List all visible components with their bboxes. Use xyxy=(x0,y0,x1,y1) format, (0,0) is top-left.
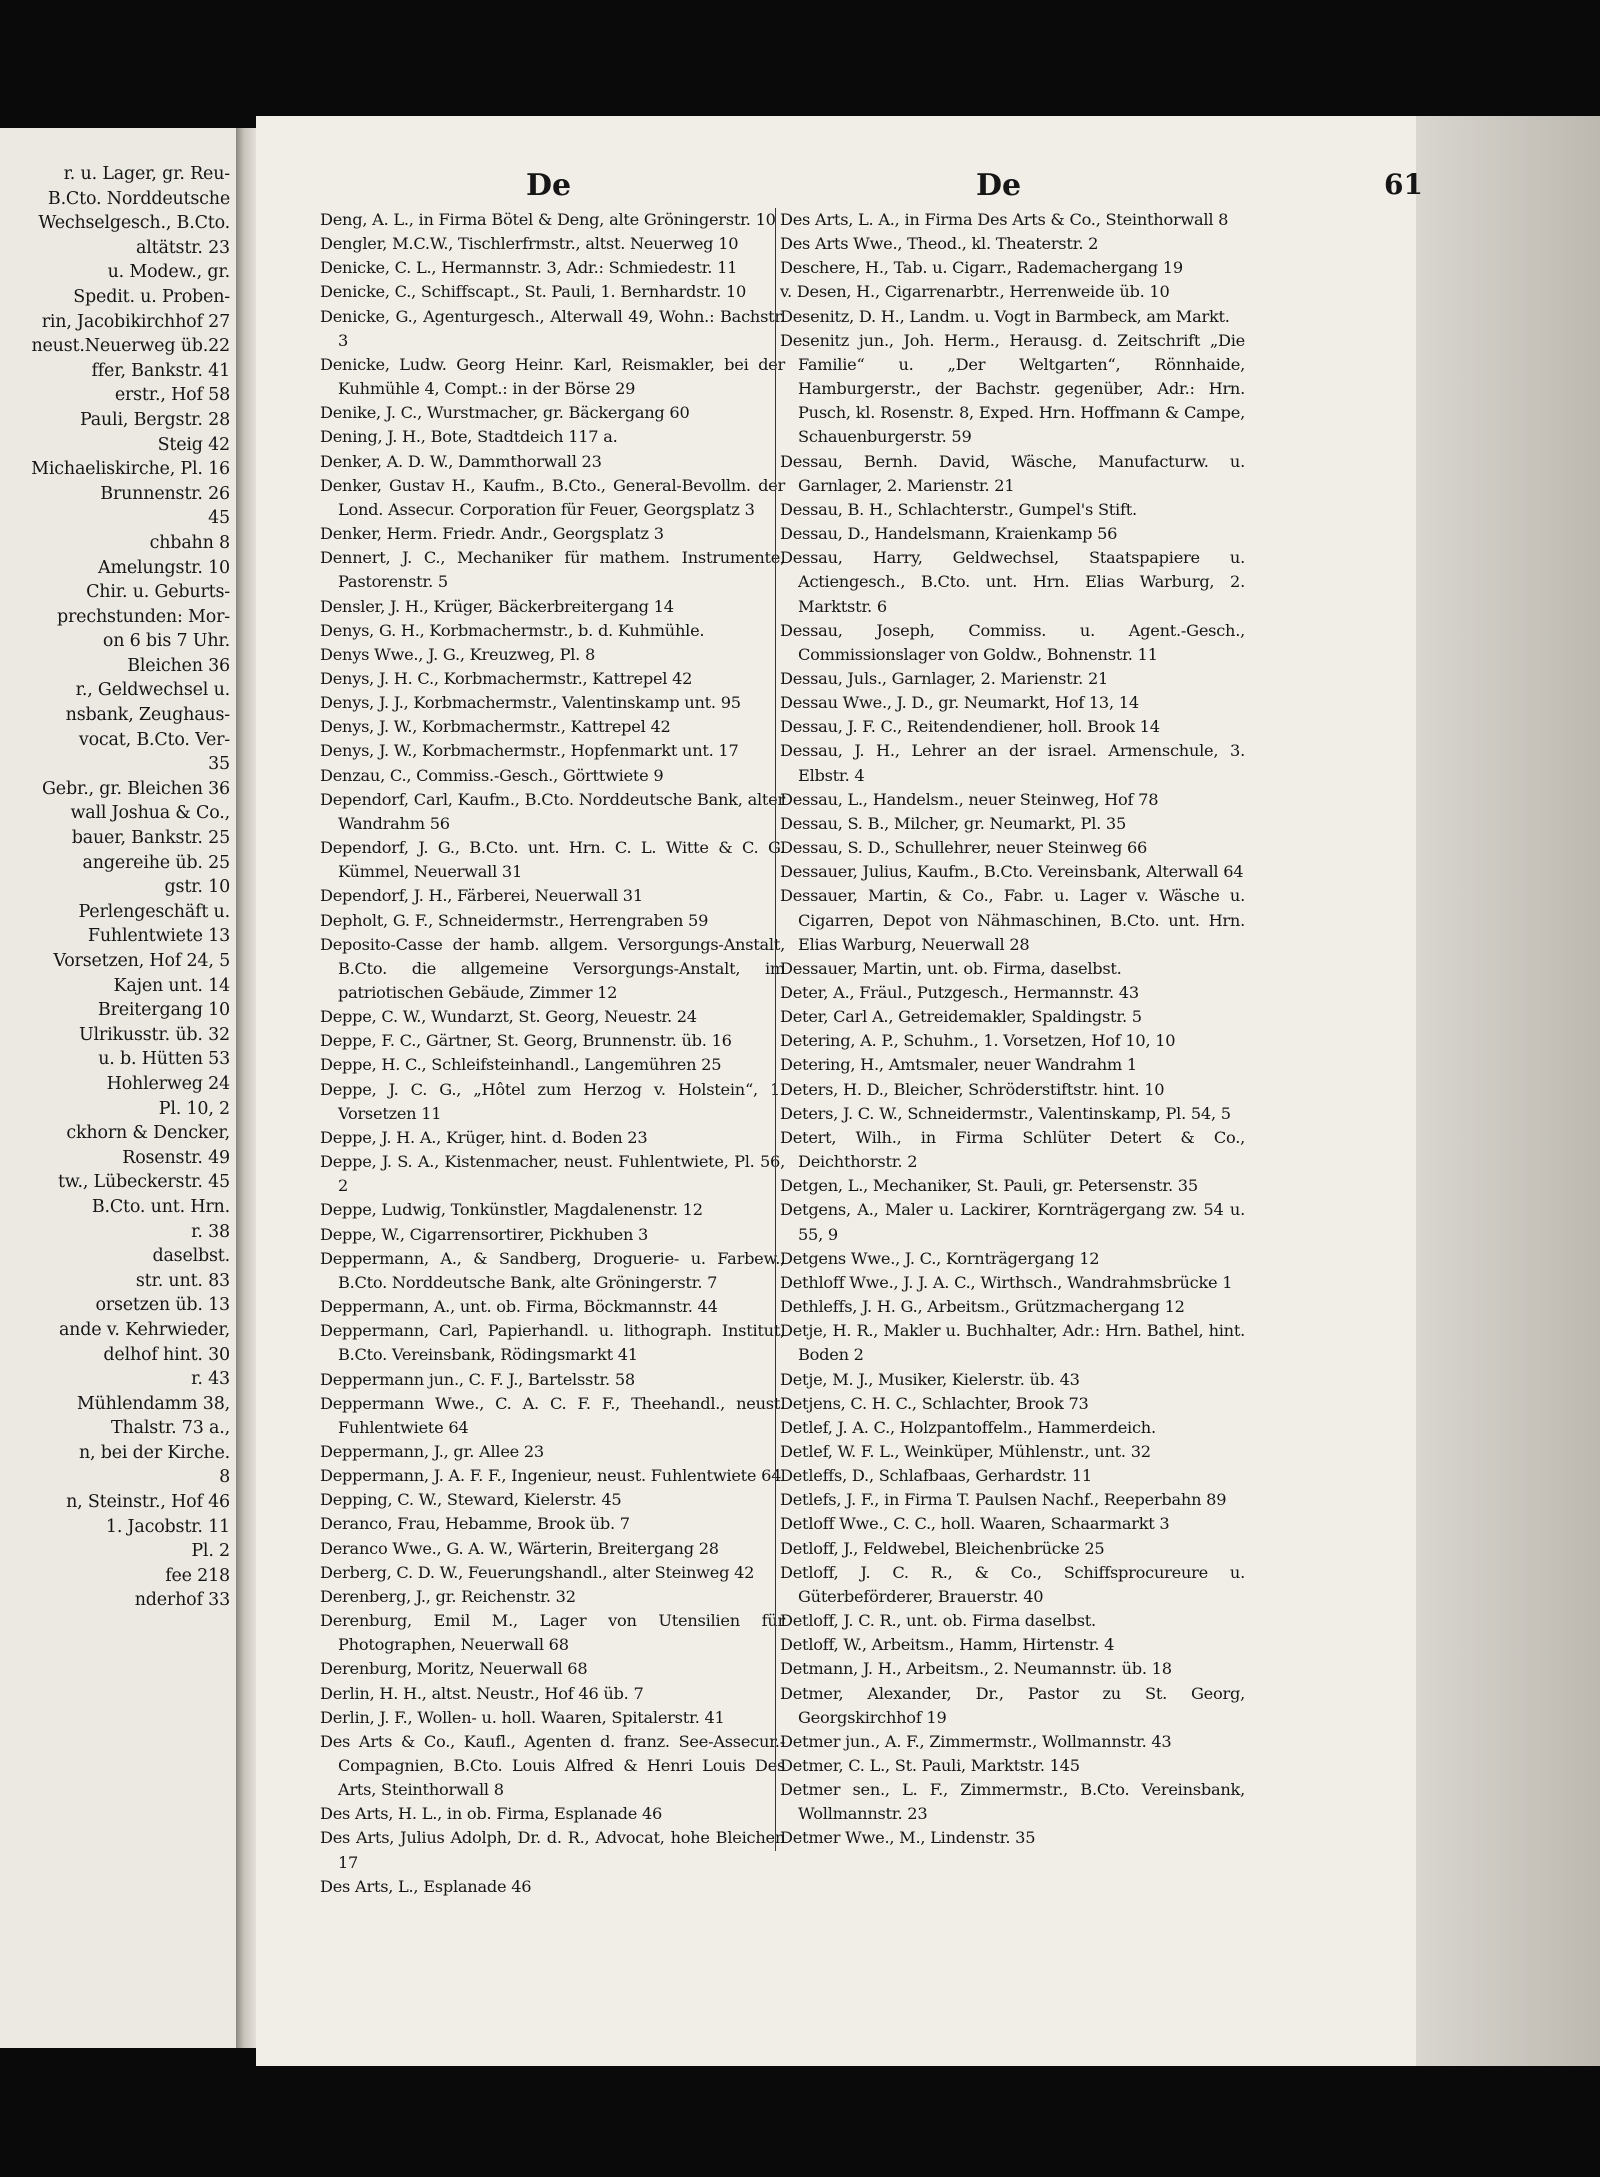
directory-entry: Des Arts & Co., Kaufl., Agenten d. franz. See-Assecur.-Compagnien, B.Cto. Louis Alfred & Henri Louis Des Arts, Steinthorwall 8 xyxy=(320,1731,785,1800)
left-page-line: nsbank, Zeughaus- xyxy=(65,705,230,726)
left-page-line: Fuhlentwiete 13 xyxy=(87,926,230,947)
directory-entry: Detloff, J., Feldwebel, Bleichenbrücke 25 xyxy=(780,1538,1105,1558)
directory-entry: Desenitz jun., Joh. Herm., Herausg. d. Zeitschrift „Die Familie“ u. „Der Weltgarten“, Rönnhaide, Hamburgerstr., der Bachstr. gegenüber, Adr.: Hrn. Pusch, kl. Rosenstr. 8, Exped. Hrn. Hoffmann & Campe, Schauenburgerstr. 59 xyxy=(780,330,1245,447)
left-page-line: Hohlerweg 24 xyxy=(106,1073,230,1094)
left-page-line: delhof hint. 30 xyxy=(103,1344,230,1365)
directory-entry: Dessau, J. H., Lehrer an der israel. Armenschule, 3. Elbstr. 4 xyxy=(780,741,1245,785)
left-page-line: n, Steinstr., Hof 46 xyxy=(66,1492,230,1513)
directory-entry: Dessauer, Julius, Kaufm., B.Cto. Vereinsbank, Alterwall 64 xyxy=(780,862,1244,882)
directory-entry: Des Arts Wwe., Theod., kl. Theaterstr. 2 xyxy=(780,234,1099,254)
directory-entry: Detjens, C. H. C., Schlachter, Brook 73 xyxy=(780,1393,1089,1413)
directory-entry: Dennert, J. C., Mechaniker für mathem. Instrumente, Pastorenstr. 5 xyxy=(320,548,785,592)
left-page-line: Gebr., gr. Bleichen 36 xyxy=(42,778,230,799)
left-page-fragment xyxy=(0,128,236,2048)
left-page-line: B.Cto. unt. Hrn. xyxy=(91,1196,230,1217)
directory-entry: Dethleffs, J. H. G., Arbeitsm., Grützmachergang 12 xyxy=(780,1297,1185,1317)
left-page-line: r. 38 xyxy=(191,1221,230,1242)
running-head-right: De xyxy=(976,168,1022,203)
directory-entry: Dessau, Bernh. David, Wäsche, Manufacturw. u. Garnlager, 2. Marienstr. 21 xyxy=(780,451,1245,495)
left-page-line: Amelungstr. 10 xyxy=(98,557,230,578)
left-page-line: Brunnenstr. 26 xyxy=(100,483,230,504)
page-number: 61 xyxy=(1384,168,1423,201)
directory-entry: Deppe, C. W., Wundarzt, St. Georg, Neuestr. 24 xyxy=(320,1007,697,1027)
directory-entry: Detgens, A., Maler u. Lackirer, Kornträgergang zw. 54 u. 55, 9 xyxy=(780,1200,1245,1244)
left-page-line: n, bei der Kirche. xyxy=(78,1442,230,1463)
directory-entry: Deposito-Casse der hamb. allgem. Versorgungs-Anstalt, B.Cto. die allgemeine Versorgungs-Anstalt, im patriotischen Gebäude, Zimmer 12 xyxy=(320,934,785,1002)
directory-entry: Desenitz, D. H., Landm. u. Vogt in Barmbeck, am Markt. xyxy=(780,306,1230,326)
left-page-line: daselbst. xyxy=(152,1246,230,1267)
left-page-line: Ulrikusstr. üb. 32 xyxy=(78,1024,230,1045)
directory-entry: Deppermann Wwe., C. A. C. F. F., Theehandl., neust. Fuhlentwiete 64 xyxy=(320,1393,785,1437)
directory-entry: Depholt, G. F., Schneidermstr., Herrengraben 59 xyxy=(320,910,709,930)
directory-entry: Detgens Wwe., J. C., Kornträgergang 12 xyxy=(780,1248,1100,1268)
directory-entry: Denicke, Ludw. Georg Heinr. Karl, Reismakler, bei der Kuhmühle 4, Compt.: in der Börse 29 xyxy=(320,354,785,399)
directory-entry: Depping, C. W., Steward, Kielerstr. 45 xyxy=(320,1490,622,1510)
left-page-line: fee 218 xyxy=(165,1565,230,1586)
directory-entry: Dessau, B. H., Schlachterstr., Gumpel's Stift. xyxy=(780,499,1137,519)
directory-entry: Deter, A., Fräul., Putzgesch., Hermannstr. 43 xyxy=(780,983,1139,1002)
directory-entry: Detleffs, D., Schlafbaas, Gerhardstr. 11 xyxy=(780,1466,1092,1486)
directory-entry: Denicke, C. L., Hermannstr. 3, Adr.: Schmiedestr. 11 xyxy=(320,258,738,278)
left-page-line: vocat, B.Cto. Ver- xyxy=(78,729,230,750)
directory-entry: Dethloff Wwe., J. J. A. C., Wirthsch., Wandrahmsbrücke 1 xyxy=(780,1272,1233,1292)
directory-entry: Densler, J. H., Krüger, Bäckerbreitergang 14 xyxy=(320,596,674,616)
directory-entry: Deppermann, J., gr. Allee 23 xyxy=(320,1441,544,1461)
left-page-line: Bleichen 36 xyxy=(127,655,230,676)
left-page-line: B.Cto. Norddeutsche xyxy=(47,188,230,209)
left-page-line: Mühlendamm 38, xyxy=(76,1393,230,1414)
page-header xyxy=(256,168,1423,212)
directory-entry: Des Arts, Julius Adolph, Dr. d. R., Advocat, hohe Bleichen 17 xyxy=(320,1828,785,1872)
directory-entry: Deppe, J. S. A., Kistenmacher, neust. Fuhlentwiete, Pl. 56, 2 xyxy=(320,1152,785,1196)
left-page-line: 1. Jacobstr. 11 xyxy=(105,1516,230,1537)
left-page-line: Thalstr. 73 a., xyxy=(111,1418,230,1439)
directory-entry: Detlefs, J. F., in Firma T. Paulsen Nachf., Reeperbahn 89 xyxy=(780,1490,1227,1510)
directory-entry: Dessau, D., Handelsmann, Kraienkamp 56 xyxy=(780,524,1118,544)
directory-entry: Denike, J. C., Wurstmacher, gr. Bäckergang 60 xyxy=(320,403,690,423)
directory-entry: Detje, H. R., Makler u. Buchhalter, Adr.: Hrn. Bathel, hint. Boden 2 xyxy=(780,1321,1245,1365)
directory-entry: Detering, H., Amtsmaler, neuer Wandrahm 1 xyxy=(780,1055,1137,1075)
directory-entry: Deters, J. C. W., Schneidermstr., Valentinskamp, Pl. 54, 5 xyxy=(780,1103,1231,1123)
left-page-line: Perlengeschäft u. xyxy=(78,901,230,922)
left-page-line: ande v. Kehrwieder, xyxy=(58,1319,230,1340)
left-page-line: wall Joshua & Co., xyxy=(70,803,230,824)
directory-entry: Denys, J. W., Korbmachermstr., Hopfenmarkt unt. 17 xyxy=(320,741,739,761)
directory-entry: Dependorf, J. H., Färberei, Neuerwall 31 xyxy=(320,886,643,906)
directory-entry: Dessau, L., Handelsm., neuer Steinweg, Hof 78 xyxy=(780,789,1159,809)
directory-entry: Denker, Gustav H., Kaufm., B.Cto., General-Bevollm. der Lond. Assecur. Corporation für Feuer, Georgsplatz 3 xyxy=(320,475,785,519)
left-page-line: Rosenstr. 49 xyxy=(122,1147,230,1168)
directory-entry: Deppe, H. C., Schleifsteinhandl., Langemühren 25 xyxy=(320,1055,722,1075)
directory-entry: Detloff, J. C. R., & Co., Schiffsprocureure u. Güterbeförderer, Brauerstr. 40 xyxy=(780,1562,1245,1606)
left-page-line: gstr. 10 xyxy=(164,877,230,898)
directory-entry: Dessau Wwe., J. D., gr. Neumarkt, Hof 13, 14 xyxy=(780,693,1139,713)
directory-entry: Detloff Wwe., C. C., holl. Waaren, Schaarmarkt 3 xyxy=(780,1514,1170,1534)
left-page-line: tw., Lübeckerstr. 45 xyxy=(57,1172,230,1193)
directory-entry: Detert, Wilh., in Firma Schlüter Detert & Co., Deichthorstr. 2 xyxy=(780,1127,1245,1172)
next-page-edge xyxy=(1416,116,1600,2066)
directory-entry: Derberg, C. D. W., Feuerungshandl., alter Steinweg 42 xyxy=(320,1562,755,1582)
directory-entry: Derenburg, Moritz, Neuerwall 68 xyxy=(320,1659,588,1679)
directory-entry: Denzau, C., Commiss.-Gesch., Görttwiete 9 xyxy=(320,765,664,785)
directory-entry: Dessau, J. F. C., Reitendendiener, holl. Brook 14 xyxy=(780,717,1160,737)
left-page-line: chbahn 8 xyxy=(149,532,230,553)
directory-entry: Derlin, H. H., altst. Neustr., Hof 46 üb. 7 xyxy=(320,1683,644,1703)
directory-entry: Deppermann, A., unt. ob. Firma, Böckmannstr. 44 xyxy=(320,1297,718,1317)
directory-entry: Detloff, W., Arbeitsm., Hamm, Hirtenstr. 4 xyxy=(780,1635,1115,1655)
directory-column-1 xyxy=(320,208,785,1899)
left-page-line: on 6 bis 7 Uhr. xyxy=(102,631,230,652)
book-gutter xyxy=(236,128,256,2048)
directory-entry: Dengler, M.C.W., Tischlerfrmstr., altst. Neuerweg 10 xyxy=(320,234,739,254)
directory-entry: Denker, Herm. Friedr. Andr., Georgsplatz 3 xyxy=(320,524,664,544)
directory-entry: Dessau, S. B., Milcher, gr. Neumarkt, Pl. 35 xyxy=(780,813,1127,833)
left-page-line: 35 xyxy=(208,754,230,775)
directory-entry: Detmann, J. H., Arbeitsm., 2. Neumannstr. üb. 18 xyxy=(780,1659,1172,1679)
left-page-line: erstr., Hof 58 xyxy=(114,385,230,406)
left-page-line: Chir. u. Geburts- xyxy=(86,582,230,603)
left-page-line: Michaeliskirche, Pl. 16 xyxy=(31,459,230,480)
directory-entry: Denys, J. H. C., Korbmachermstr., Kattrepel 42 xyxy=(320,668,693,688)
left-page-line: r., Geldwechsel u. xyxy=(75,680,230,701)
directory-entry: Detloff, J. C. R., unt. ob. Firma daselbst. xyxy=(780,1611,1096,1631)
directory-entry: Dessauer, Martin, unt. ob. Firma, daselbst. xyxy=(780,958,1122,978)
directory-entry: Detlef, J. A. C., Holzpantoffelm., Hammerdeich. xyxy=(780,1417,1156,1437)
left-page-lines xyxy=(0,162,230,1613)
directory-entry: Detmer jun., A. F., Zimmermstr., Wollmannstr. 43 xyxy=(780,1731,1172,1751)
directory-entry: Deranco Wwe., G. A. W., Wärterin, Breitergang 28 xyxy=(320,1538,719,1558)
left-page-line: Vorsetzen, Hof 24, 5 xyxy=(53,951,230,971)
directory-entry: Deppermann jun., C. F. J., Bartelsstr. 58 xyxy=(320,1369,635,1389)
directory-entry: Deter, Carl A., Getreidemakler, Spaldingstr. 5 xyxy=(780,1007,1142,1027)
left-page-line: nderhof 33 xyxy=(134,1590,230,1611)
left-page-line: Spedit. u. Proben- xyxy=(73,286,230,307)
directory-entry: Dessau, Juls., Garnlager, 2. Marienstr. 21 xyxy=(780,668,1109,688)
directory-entry: Deppermann, J. A. F. F., Ingenieur, neust. Fuhlentwiete 64 xyxy=(320,1466,782,1486)
left-page-line: Pl. 2 xyxy=(191,1541,230,1562)
directory-entry: Dependorf, Carl, Kaufm., B.Cto. Norddeutsche Bank, alter Wandrahm 56 xyxy=(320,789,785,833)
directory-entry: Denys, J. W., Korbmachermstr., Kattrepel 42 xyxy=(320,717,671,737)
directory-entry: Detering, A. P., Schuhm., 1. Vorsetzen, Hof 10, 10 xyxy=(780,1031,1176,1051)
directory-entry: Denker, A. D. W., Dammthorwall 23 xyxy=(320,451,602,471)
left-page-line: Kajen unt. 14 xyxy=(113,975,230,996)
left-page-line: rin, Jacobikirchhof 27 xyxy=(41,311,230,332)
left-page-line: orsetzen üb. 13 xyxy=(95,1295,230,1316)
directory-entry: Detmer sen., L. F., Zimmermstr., B.Cto. Vereinsbank, Wollmannstr. 23 xyxy=(780,1780,1245,1824)
directory-entry: Deppermann, Carl, Papierhandl. u. lithograph. Institut, B.Cto. Vereinsbank, Rödingsmarkt 41 xyxy=(320,1321,785,1365)
directory-entry: Detgen, L., Mechaniker, St. Pauli, gr. Petersenstr. 35 xyxy=(780,1176,1198,1196)
left-page-line: 45 xyxy=(208,508,230,529)
directory-entry: Des Arts, L., Esplanade 46 xyxy=(320,1876,532,1896)
directory-entry: Detmer, Alexander, Dr., Pastor zu St. Georg, Georgskirchhof 19 xyxy=(780,1683,1245,1727)
left-page-line: Pauli, Bergstr. 28 xyxy=(79,409,230,430)
directory-entry: v. Desen, H., Cigarrenarbtr., Herrenweide üb. 10 xyxy=(780,282,1170,302)
left-page-line: ffer, Bankstr. 41 xyxy=(91,360,230,381)
directory-entry: Deppe, F. C., Gärtner, St. Georg, Brunnenstr. üb. 16 xyxy=(320,1031,732,1051)
left-page-line: Pl. 10, 2 xyxy=(158,1098,230,1119)
directory-entry: Denicke, G., Agenturgesch., Alterwall 49, Wohn.: Bachstr. 3 xyxy=(320,306,785,350)
directory-entry: Denys, G. H., Korbmachermstr., b. d. Kuhmühle. xyxy=(320,620,705,640)
directory-entry: Detlef, W. F. L., Weinküper, Mühlenstr., unt. 32 xyxy=(780,1441,1151,1461)
directory-entry: Deters, H. D., Bleicher, Schröderstiftstr. hint. 10 xyxy=(780,1079,1165,1099)
directory-entry: Detmer, C. L., St. Pauli, Marktstr. 145 xyxy=(780,1756,1080,1775)
left-page-line: u. Modew., gr. xyxy=(107,262,230,283)
directory-entry: Detje, M. J., Musiker, Kielerstr. üb. 43 xyxy=(780,1369,1080,1389)
directory-entry: Denys, J. J., Korbmachermstr., Valentinskamp unt. 95 xyxy=(320,693,741,713)
directory-entry: Deng, A. L., in Firma Bötel & Deng, alte Gröningerstr. 10 xyxy=(320,210,776,229)
directory-entry: Des Arts, L. A., in Firma Des Arts & Co., Steinthorwall 8 xyxy=(780,210,1229,229)
left-page-line: altätstr. 23 xyxy=(136,237,230,258)
directory-entry: Dependorf, J. G., B.Cto. unt. Hrn. C. L. Witte & C. G. Kümmel, Neuerwall 31 xyxy=(320,838,785,882)
running-head-left: De xyxy=(526,168,572,203)
directory-entry: Dening, J. H., Bote, Stadtdeich 117 a. xyxy=(320,427,618,447)
directory-entry: Deppe, W., Cigarrensortirer, Pickhuben 3 xyxy=(320,1224,649,1244)
directory-entry: Dessau, S. D., Schullehrer, neuer Steinweg 66 xyxy=(780,838,1148,858)
directory-entry: Dessau, Harry, Geldwechsel, Staatspapiere u. Actiengesch., B.Cto. unt. Hrn. Elias Warburg, 2. Marktstr. 6 xyxy=(780,548,1245,616)
directory-entry: Deppe, Ludwig, Tonkünstler, Magdalenenstr. 12 xyxy=(320,1200,703,1220)
directory-entry: Derenburg, Emil M., Lager von Utensilien für Photographen, Neuerwall 68 xyxy=(320,1611,785,1655)
directory-entry: Denicke, C., Schiffscapt., St. Pauli, 1. Bernhardstr. 10 xyxy=(320,282,747,302)
directory-entry: Deppe, J. C. G., „Hôtel zum Herzog v. Holstein“, 1. Vorsetzen 11 xyxy=(320,1079,785,1123)
left-page-line: u. b. Hütten 53 xyxy=(98,1049,230,1070)
left-page-line: bauer, Bankstr. 25 xyxy=(71,828,230,849)
left-page-line: r. 43 xyxy=(191,1369,230,1390)
directory-entry: Dessau, Joseph, Commiss. u. Agent.-Gesch., Commissionslager von Goldw., Bohnenstr. 11 xyxy=(780,620,1245,664)
directory-entry: Deranco, Frau, Hebamme, Brook üb. 7 xyxy=(320,1514,630,1534)
directory-entry: Deppe, J. H. A., Krüger, hint. d. Boden 23 xyxy=(320,1127,648,1147)
left-page-line: Steig 42 xyxy=(157,434,230,455)
left-page-line: str. unt. 83 xyxy=(135,1270,230,1291)
left-page-line: 8 xyxy=(219,1467,230,1488)
directory-entry: Des Arts, H. L., in ob. Firma, Esplanade 46 xyxy=(320,1804,663,1824)
left-page-line: neust.Neuerweg üb.22 xyxy=(31,336,230,357)
directory-column-2 xyxy=(775,208,1245,1851)
directory-entry: Detmer Wwe., M., Lindenstr. 35 xyxy=(780,1828,1036,1848)
left-page-line: Breitergang 10 xyxy=(97,1000,230,1021)
left-page-line: r. u. Lager, gr. Reu- xyxy=(63,164,230,184)
directory-entry: Derlin, J. F., Wollen- u. holl. Waaren, Spitalerstr. 41 xyxy=(320,1707,725,1727)
directory-entry: Deschere, H., Tab. u. Cigarr., Rademachergang 19 xyxy=(780,258,1183,278)
directory-entry: Denys Wwe., J. G., Kreuzweg, Pl. 8 xyxy=(320,644,596,664)
left-page-line: Wechselgesch., B.Cto. xyxy=(38,213,230,234)
directory-entry: Derenberg, J., gr. Reichenstr. 32 xyxy=(320,1586,576,1606)
left-page-line: ckhorn & Dencker, xyxy=(66,1123,230,1144)
left-page-line: prechstunden: Mor- xyxy=(57,606,230,627)
directory-entry: Dessauer, Martin, & Co., Fabr. u. Lager v. Wäsche u. Cigarren, Depot von Nähmaschinen, B.Cto. unt. Hrn. Elias Warburg, Neuerwall 28 xyxy=(780,886,1245,954)
directory-entry: Deppermann, A., & Sandberg, Droguerie- u. Farbew., B.Cto. Norddeutsche Bank, alte Gröningerstr. 7 xyxy=(320,1248,785,1292)
left-page-line: angereihe üb. 25 xyxy=(82,852,230,873)
